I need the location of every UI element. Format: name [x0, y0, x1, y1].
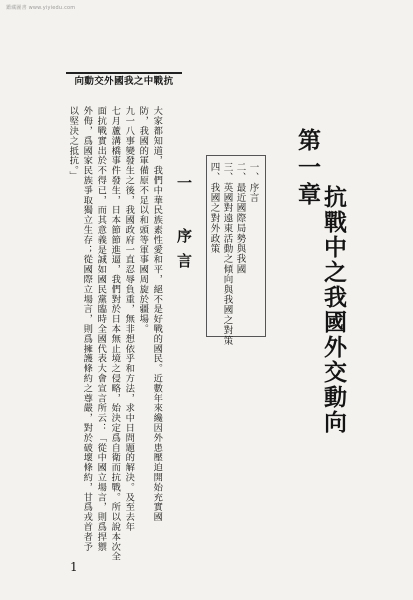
body-column-1: 大家都知道，我們中華民族素性愛和平，絕不是好戰的國民。近數年來纔因外患壓迫開始充實國 [151, 106, 163, 522]
body-column-3: 九一八事變發生之後，我國政府一直忍辱負重，無非想依乎和方法，求中日問題的解決。及至去年 [123, 106, 135, 532]
body-column-2: 防，我國的軍備原不足以和頭等軍事國周旋於疆場。 [137, 106, 149, 334]
chapter-title: 抗戰中之我國外交動向 [320, 185, 347, 435]
section-title: 一 序言 [175, 175, 193, 278]
header-rule [66, 72, 182, 74]
page-number: 1 [70, 560, 78, 574]
library-watermark: 鑑藏圖書 www.yiyiedu.com [6, 5, 76, 11]
toc-item-2: 二、最近國際局勢與我國 [234, 162, 246, 275]
body-column-5: 面抗戰實出於不得已，而其意義是誠如國民黨臨時全國代表大會宣言所云：「從中國立場言，則爲捍禦 [95, 106, 107, 552]
toc-item-3: 三、英國對遠東活動之傾向與我國之對策 [221, 162, 233, 346]
chapter-number: 第一章 [294, 128, 321, 209]
body-column-6: 外侮，爲國家民族爭取獨立生存；從國際立場言，則爲擁護條約之尊嚴，對於破壞條約，甘爲戎首者予 [81, 106, 93, 552]
body-column-7: 以堅決之抵抗。」 [67, 106, 79, 181]
toc-item-4: 四、我國之對外政策 [208, 162, 220, 254]
running-header: 抗戰中之我國外交動向 [74, 76, 174, 87]
toc-item-1: 一、序言 [247, 162, 259, 203]
body-column-4: 七月蘆溝橋事件發生，日本節節進逼，我們對於日本無止境之侵略，始決定爲自衛而抗戰。所以說本次全 [109, 106, 121, 562]
